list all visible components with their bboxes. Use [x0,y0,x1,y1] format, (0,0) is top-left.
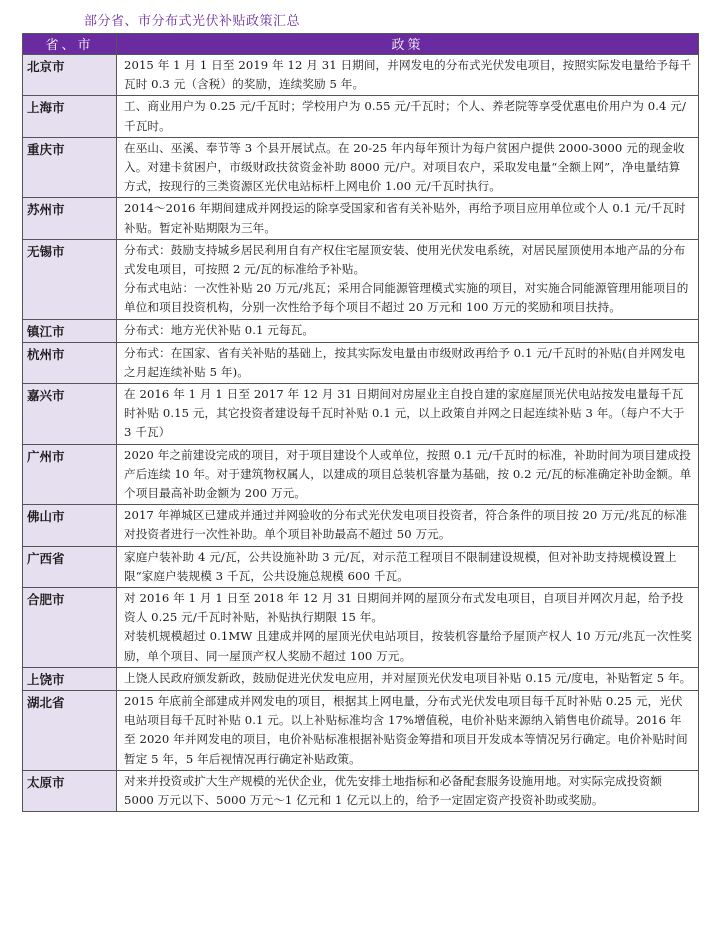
region-cell: 北京市 [23,55,117,96]
table-row [23,505,699,546]
policy-paragraph: 2014～2016 年期间建成并网投运的除享受国家和省有关补贴外，再给予项目应用单位或个人 0.1 元/千瓦时补贴。暂定补贴期限为三年。 [124,201,686,235]
table-row [23,384,699,445]
table-row [23,588,699,668]
policy-cell [117,505,699,546]
table-row [23,770,699,811]
region-cell: 镇江市 [23,319,117,342]
policy-cell [117,239,699,319]
policy-paragraph: 2015 年 1 月 1 日至 2019 年 12 月 31 日期间，并网发电的分布式光伏发电项目，按照实际发电量给予每千瓦时 0.3 元（含税）的奖励，连续奖励 5 年。 [124,58,692,92]
table-row [23,239,699,319]
region-cell: 上饶市 [23,667,117,690]
policy-paragraph: 在巫山、巫溪、奉节等 3 个县开展试点。在 20-25 年内每年预计为每户贫困户提供 2000-3000 元的现金收入。对建卡贫困户，市级财政扶贫资金补助 8000 元/户。对项目农户，采取发电量“全额上网”，净电量结算方式，按现行的三类资源区光伏电站标杆上网电价 1.00 元/千瓦时执行。 [124,140,685,194]
policy-cell [117,770,699,811]
policy-cell [117,319,699,342]
region-cell: 佛山市 [23,505,117,546]
policy-cell [117,444,699,505]
policy-paragraph: 上饶人民政府颁发新政，鼓励促进光伏发电应用，并对屋顶光伏发电项目补贴 0.15 元/度电，补贴暂定 5 年。 [124,670,692,685]
table-row [23,198,699,239]
table-body [23,55,699,812]
policy-cell [117,546,699,587]
policy-cell [117,137,699,198]
policy-paragraph: 家庭户装补助 4 元/瓦，公共设施补助 3 元/瓦，对示范工程项目不限制建设规模，但对补助支持规模设置上限“家庭户装规模 3 千瓦，公共设施总规模 600 千瓦。 [124,549,677,583]
policy-paragraph: 2020 年之前建设完成的项目，对于项目建设个人或单位，按照 0.1 元/千瓦时的标准，补助时间为项目建成投产后连续 10 年。对于建筑物权属人，以建成的项目总装机容量为基础，按 0.2 元/瓦的标准确定补助金额。单个项目最高补助金额为 200 万元。 [124,447,692,501]
table-header-row [23,34,699,55]
table-row [23,319,699,342]
header-policy: 政策 [117,34,699,55]
page-title: 部分省、市分布式光伏补贴政策汇总 [84,14,301,29]
policy-paragraph: 分布式：鼓励支持城乡居民利用自有产权住宅屋顶安装、使用光伏发电系统，对居民屋顶使用本地产品的分布式发电项目，可按照 2 元/瓦的标准给予补贴。 [124,242,686,277]
policy-paragraph: 对装机规模超过 0.1MW 且建成并网的屋顶光伏电站项目，按装机容量给予屋顶产权人 10 万元/兆瓦一次性奖励，单个项目、同一屋顶产权人奖励不超过 100 万元。 [124,629,692,663]
table-row [23,667,699,690]
policy-cell [117,96,699,137]
table-row [23,342,699,383]
region-cell: 上海市 [23,96,117,137]
region-cell: 嘉兴市 [23,384,117,445]
policy-cell [117,667,699,690]
policy-paragraph: 对 2016 年 1 月 1 日至 2018 年 12 月 31 日期间并网的屋顶分布式发电项目，自项目并网次月起，给予投资人 0.25 元/千瓦时补贴，补贴执行期限 15 年。 [124,591,684,625]
region-cell: 苏州市 [23,198,117,239]
header-region: 省、市 [23,34,117,55]
policy-cell [117,690,699,770]
policy-paragraph: 分布式：地方光伏补贴 0.1 元每瓦。 [124,322,315,337]
policy-table [22,33,699,812]
policy-paragraph: 2015 年底前全部建成并网发电的项目，根据其上网电量，分布式光伏发电项目每千瓦时补贴 0.25 元，光伏电站项目每千瓦时补贴 0.1 元。以上补贴标准均含 17%增值税，电价补贴来源纳入销售电价疏导。2016 年至 2020 年并网发电的项目，电价补贴标准根据补贴资金筹措和项目开发成本等情况另行确定。电价补贴时间暂定 5 年，5 年后视情况再行确定补贴政策。 [124,693,688,766]
table-row [23,137,699,198]
policy-cell [117,55,699,96]
policy-paragraph: 2017 年禅城区已建成并通过并网验收的分布式光伏发电项目投资者，符合条件的项目按 20 万元/兆瓦的标准对投资者进行一次性补助。单个项目补助最高不超过 50 万元。 [124,508,688,542]
policy-paragraph: 工、商业用户为 0.25 元/千瓦时；学校用户为 0.55 元/千瓦时；个人、养老院等享受优惠电价用户为 0.4 元/千瓦时。 [124,99,686,133]
region-cell: 合肥市 [23,588,117,668]
policy-paragraph: 分布式：在国家、省有关补贴的基础上，按其实际发电量由市级财政再给予 0.1 元/千瓦时的补贴(自并网发电之月起连续补贴 5 年)。 [124,345,686,379]
table-row [23,444,699,505]
table-row [23,55,699,96]
region-cell: 太原市 [23,770,117,811]
region-cell: 杭州市 [23,342,117,383]
region-cell: 重庆市 [23,137,117,198]
policy-paragraph: 在 2016 年 1 月 1 日至 2017 年 12 月 31 日期间对房屋业主自投自建的家庭屋顶光伏电站按发电量每千瓦时补贴 0.15 元，其它投资者建设每千瓦时补贴 0.1 元，以上政策自并网之日起连续补贴 3 年。（每户不大于 3 千瓦） [124,387,685,440]
policy-paragraph: 对来并投资或扩大生产规模的光伏企业，优先安排土地指标和必备配套服务设施用地。对实际完成投资额 5000 万元以下、5000 万元～1 亿元和 1 亿元以上的，给予一定固定资产投资补助或奖励。 [124,773,662,807]
policy-paragraph: 分布式电站：一次性补贴 20 万元/兆瓦；采用合同能源管理模式实施的项目，对实施合同能源管理用能项目的单位和项目投资机构，分别一次性给予每个项目不超过 20 万元和 100 万元的奖励和项目扶持。 [124,281,689,315]
region-cell: 湖北省 [23,690,117,770]
region-cell: 无锡市 [23,239,117,319]
region-cell: 广州市 [23,444,117,505]
policy-cell [117,198,699,239]
table-row [23,546,699,587]
region-cell: 广西省 [23,546,117,587]
table-row [23,96,699,137]
policy-cell [117,342,699,383]
policy-cell [117,588,699,668]
policy-cell [117,384,699,445]
table-row [23,690,699,770]
